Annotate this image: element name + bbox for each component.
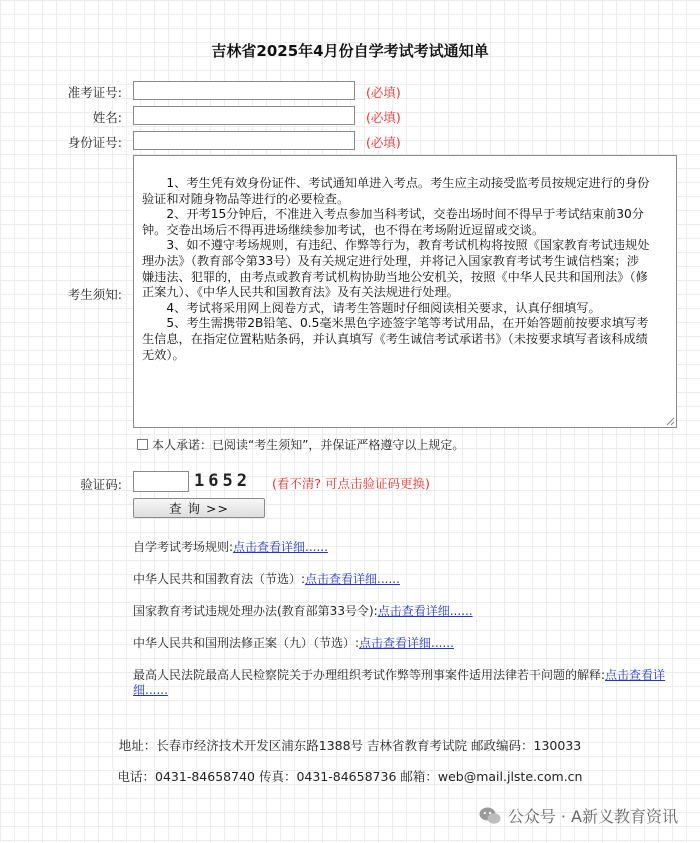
link-row-exam-rules: [133, 540, 678, 555]
exam-id-required: (必填): [366, 85, 401, 100]
view-detail-link[interactable]: 点击查看详细......: [233, 540, 328, 554]
view-detail-link[interactable]: 点击查看详细......: [133, 668, 666, 697]
captcha-label: 验证码:: [80, 477, 122, 492]
notice-paragraph-1: 1、考生凭有效身份证件、考试通知单进入考点。考生应主动接受监考员按规定进行的身份验证和对随身物品等进行的必要检查。: [142, 176, 650, 206]
notice-paragraph-3: 3、如不遵守考场规则，有违纪、作弊等行为，教育考试机构将按照《国家教育考试违规处理办法》（教育部令第33号）及有关规定进行处理，并将记入国家教育考试考生诚信档案；涉嫌违法、犯罪的，由考点或教育考试机构协助当地公安机关，按照《中华人民共和国刑法》（修正案九）、《中华人民共和国教育法》及有关法规进行处理。: [142, 238, 650, 300]
captcha-image[interactable]: 1652: [194, 471, 251, 491]
link-label: 国家教育考试违规处理办法(教育部第33号令):: [133, 604, 378, 618]
wechat-icon: [478, 805, 502, 827]
footer-address: 地址：长春市经济技术开发区浦东路1388号 吉林省教育考试院 邮政编码：130033: [118, 738, 582, 753]
view-detail-link[interactable]: 点击查看详细......: [377, 604, 473, 618]
exam-id-input[interactable]: [133, 81, 355, 100]
agree-checkbox[interactable]: [137, 439, 148, 450]
link-row-education-law: [133, 572, 678, 587]
notice-paragraph-4: 4、考试将采用网上阅卷方式，请考生答题时仔细阅读相关要求，认真仔细填写。: [166, 300, 601, 315]
watermark: [478, 804, 678, 827]
captcha-hint[interactable]: (看不清? 可点击验证码更换): [272, 476, 430, 491]
footer-contact: 电话：0431-84658740 传真：0431-84658736 邮箱：web@mail.jlste.com.cn: [117, 769, 583, 784]
query-button[interactable]: 查 询 >>: [133, 498, 265, 518]
id-card-label: 身份证号:: [67, 135, 122, 150]
captcha-input[interactable]: [133, 471, 189, 492]
notice-textarea[interactable]: [133, 155, 677, 428]
link-label: 最高人民法院最高人民检察院关于办理组织考试作弊等刑事案件适用法律若干问题的解释:: [133, 668, 606, 682]
exam-id-label: 准考证号:: [67, 85, 122, 100]
notice-label: 考生须知:: [67, 287, 122, 302]
id-card-input[interactable]: [133, 131, 355, 150]
notice-paragraph-2: 2、开考15分钟后，不准进入考点参加当科考试，交卷出场时间不得早于考试结束前30分钟。交卷出场后不得再进场继续参加考试，也不得在考场附近逗留或交谈。: [142, 207, 644, 237]
view-detail-link[interactable]: 点击查看详细......: [305, 572, 400, 586]
link-label: 中华人民共和国教育法（节选）:: [133, 572, 306, 586]
name-required: (必填): [366, 110, 401, 125]
link-row-judicial-interpretation: [133, 668, 678, 698]
name-input[interactable]: [133, 106, 355, 125]
watermark-text: 公众号 · A新义教育资讯: [507, 807, 678, 826]
link-row-violation-rules: [133, 604, 678, 619]
agree-text: 本人承诺：已阅读“考生须知”，并保证严格遵守以上规定。: [152, 438, 465, 452]
link-label: 自学考试考场规则:: [133, 540, 234, 554]
link-label: 中华人民共和国刑法修正案（九）（节选）:: [133, 636, 360, 650]
link-row-criminal-law: [133, 636, 678, 651]
view-detail-link[interactable]: 点击查看详细......: [359, 636, 454, 650]
id-card-required: (必填): [366, 135, 401, 150]
page-title: 吉林省2025年4月份自学考试考试通知单: [211, 42, 489, 60]
agree-row[interactable]: [137, 436, 464, 453]
resize-handle-icon[interactable]: [665, 416, 675, 426]
notice-paragraph-5: 5、考生需携带2B铅笔、0.5毫米黑色字迹签字笔等考试用品，在开始答题前按要求填写考生信息，在指定位置粘贴条码，并认真填写《考生诚信考试承诺书》（未按要求填写者该科成绩无效）。: [142, 316, 649, 362]
name-label: 姓名:: [92, 110, 122, 125]
